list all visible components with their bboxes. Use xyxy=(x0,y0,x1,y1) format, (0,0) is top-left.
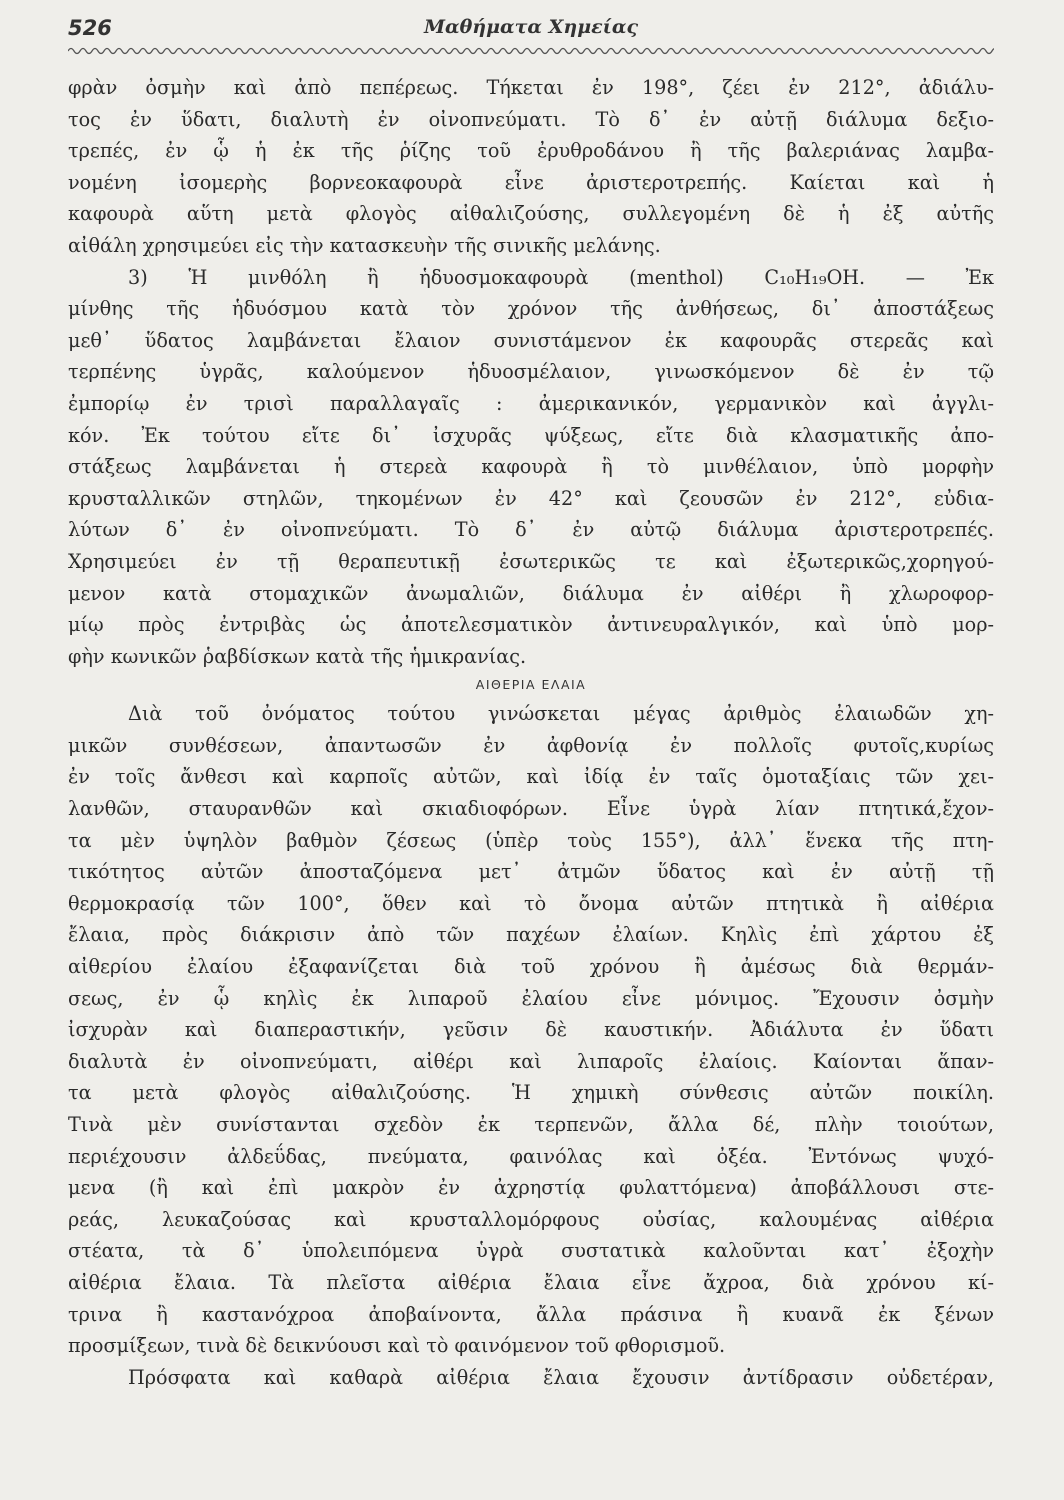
text-line: θερμοκρασίᾳ τῶν 100°, ὅθεν καὶ τὸ ὄνομα αὐτῶν πτητικὰ ἢ αἰθέρια xyxy=(68,891,994,915)
text-line: τρινα ἢ καστανόχροα ἀποβαίνοντα, ἄλλα πράσινα ἢ κυανᾶ ἐκ ξένων xyxy=(68,1302,994,1326)
text-line: προσμίξεων, τινὰ δὲ δεικνύουσι καὶ τὸ φαινόμενον τοῦ φθορισμοῦ. xyxy=(68,1334,726,1358)
text-line: φρὰν ὀσμὴν καὶ ἀπὸ πεπέρεως. Τήκεται ἐν 198°, ζέει ἐν 212°, ἀδιάλυ- xyxy=(68,76,994,99)
text-line: σεως, ἐν ᾧ κηλὶς ἐκ λιπαροῦ ἐλαίου εἶνε μόνιμος. Ἔχουσιν ὀσμὴν xyxy=(68,986,994,1010)
section-title: ΑΙΘΕΡΙΑ ΕΛΑΙΑ xyxy=(475,677,587,693)
text-line: αἰθάλη χρησιμεύει εἰς τὴν κατασκευὴν τῆς σινικῆς μελάνης. xyxy=(68,233,661,257)
text-line: Τινὰ μὲν συνίστανται σχεδὸν ἐκ τερπενῶν, ἄλλα δέ, πλὴν τοιούτων, xyxy=(68,1113,994,1136)
text-line: στέατα, τὰ δ᾿ ὑπολειπόμενα ὑγρὰ συστατικὰ καλοῦνται κατ᾿ ἐξοχὴν xyxy=(68,1239,994,1263)
text-line: τα μετὰ φλογὸς αἰθαλιζούσης. Ἡ χημικὴ σύνθεσις αὐτῶν ποικίλη. xyxy=(68,1081,994,1105)
page-number: 526 xyxy=(68,16,112,40)
text-line: ἔλαια, πρὸς διάκρισιν ἀπὸ τῶν παχέων ἐλαίων. Κηλὶς ἐπὶ χάρτου ἐξ xyxy=(68,923,994,947)
text-line: Πρόσφατα καὶ καθαρὰ αἰθέρια ἔλαια ἔχουσιν ἀντίδρασιν οὐδετέραν, xyxy=(128,1365,994,1389)
text-line: λανθῶν, σταυρανθῶν καὶ σκιαδιοφόρων. Εἶνε ὑγρὰ λίαν πτητικά,ἔχον- xyxy=(68,797,994,821)
running-title: Μαθήματα Χημείας xyxy=(423,16,639,38)
page-header xyxy=(68,16,994,44)
text-line: ἐμπορίῳ ἐν τρισὶ παραλλαγαῖς : ἀμερικανικόν, γερμανικὸν καὶ ἀγγλι- xyxy=(68,391,994,415)
text-line: Χρησιμεύει ἐν τῇ θεραπευτικῇ ἐσωτερικῶς τε καὶ ἐξωτερικῶς,χορηγού- xyxy=(68,549,994,573)
text-line: αἰθέρια ἔλαια. Τὰ πλεῖστα αἰθέρια ἔλαια εἶνε ἄχροα, διὰ χρόνου κί- xyxy=(68,1270,994,1294)
page-body-text xyxy=(68,72,994,1393)
text-line: περιέχουσιν ἀλδεΰδας, πνεύματα, φαινόλας καὶ ὀξέα. Ἐντόνως ψυχό- xyxy=(68,1144,994,1168)
text-line: μεθ᾿ ὕδατος λαμβάνεται ἔλαιον συνιστάμενον ἐκ καφουρᾶς στερεᾶς καὶ xyxy=(68,328,994,352)
text-line: τρεπές, ἐν ᾧ ἡ ἐκ τῆς ῥίζης τοῦ ἐρυθροδάνου ἢ τῆς βαλεριάνας λαμβα- xyxy=(68,139,994,163)
text-line: μίνθης τῆς ἡδυόσμου κατὰ τὸν χρόνον τῆς ἀνθήσεως, δι᾿ ἀποστάξεως xyxy=(68,297,994,321)
text-line: τος ἐν ὕδατι, διαλυτὴ ἐν οἰνοπνεύματι. Τὸ δ᾿ ἐν αὐτῇ διάλυμα δεξιο- xyxy=(68,107,994,131)
text-line: τα μὲν ὑψηλὸν βαθμὸν ζέσεως (ὑπὲρ τοὺς 155°), ἀλλ᾿ ἕνεκα τῆς πτη- xyxy=(68,828,994,852)
text-line: τερπένης ὑγρᾶς, καλούμενον ἡδυοσμέλαιον, γινωσκόμενον δὲ ἐν τῷ xyxy=(68,360,994,384)
text-line: φὴν κωνικῶν ῥαβδίσκων κατὰ τῆς ἡμικρανίας. xyxy=(68,644,527,668)
text-line: ἰσχυρὰν καὶ διαπεραστικήν, γεῦσιν δὲ καυστικήν. Ἀδιάλυτα ἐν ὕδατι xyxy=(68,1018,994,1042)
text-line: διαλυτὰ ἐν οἰνοπνεύματι, αἰθέρι καὶ λιπαροῖς ἐλαίοις. Καίονται ἅπαν- xyxy=(68,1049,994,1073)
text-line: μενον κατὰ στομαχικῶν ἀνωμαλιῶν, διάλυμα ἐν αἰθέρι ἢ χλωροφορ- xyxy=(68,581,994,605)
text-line: μενα (ἢ καὶ ἐπὶ μακρὸν ἐν ἀχρηστίᾳ φυλαττόμενα) ἀποβάλλουσι στε- xyxy=(68,1176,994,1200)
text-line: 3) Ἡ μινθόλη ἢ ἡδυοσμοκαφουρὰ (menthol) C₁₀H₁₉OH. — Ἐκ xyxy=(128,265,994,289)
text-line: στάξεως λαμβάνεται ἡ στερεὰ καφουρὰ ἢ τὸ μινθέλαιον, ὑπὸ μορφὴν xyxy=(68,455,994,479)
text-line: μικῶν συνθέσεων, ἀπαντωσῶν ἐν ἀφθονίᾳ ἐν πολλοῖς φυτοῖς,κυρίως xyxy=(68,733,994,757)
text-line: κόν. Ἐκ τούτου εἴτε δι᾿ ἰσχυρᾶς ψύξεως, εἴτε διὰ κλασματικῆς ἀπο- xyxy=(68,423,994,447)
text-line: ρεάς, λευκαζούσας καὶ κρυσταλλομόρφους οὐσίας, καλουμένας αἰθέρια xyxy=(68,1207,994,1231)
text-line: μίῳ πρὸς ἐντριβὰς ὡς ἀποτελεσματικὸν ἀντινευραλγικόν, καὶ ὑπὸ μορ- xyxy=(68,613,994,637)
text-line: Διὰ τοῦ ὀνόματος τούτου γινώσκεται μέγας ἀριθμὸς ἐλαιωδῶν χη- xyxy=(128,702,994,726)
text-line: νομένη ἰσομερὴς βορνεοκαφουρὰ εἶνε ἀριστεροτρεπής. Καίεται καὶ ἡ xyxy=(68,170,994,194)
text-line: καφουρὰ αὕτη μετὰ φλογὸς αἰθαλιζούσης, συλλεγομένη δὲ ἡ ἐξ αὐτῆς xyxy=(68,202,994,226)
text-line: ἐν τοῖς ἄνθεσι καὶ καρποῖς αὐτῶν, καὶ ἰδίᾳ ἐν ταῖς ὁμοταξίαις τῶν χει- xyxy=(68,765,994,789)
header-wavy-rule xyxy=(68,44,994,58)
text-line: τικότητος αὐτῶν ἀποσταζόμενα μετ᾿ ἀτμῶν ὕδατος καὶ ἐν αὐτῇ τῇ xyxy=(68,860,994,884)
text-line: λύτων δ᾿ ἐν οἰνοπνεύματι. Τὸ δ᾿ ἐν αὐτῷ διάλυμα ἀριστεροτρεπές. xyxy=(68,518,994,542)
text-line: αἰθερίου ἐλαίου ἐξαφανίζεται διὰ τοῦ χρόνου ἢ ἀμέσως διὰ θερμάν- xyxy=(68,955,994,979)
text-line: κρυσταλλικῶν στηλῶν, τηκομένων ἐν 42° καὶ ζεουσῶν ἐν 212°, εὐδια- xyxy=(68,486,994,510)
